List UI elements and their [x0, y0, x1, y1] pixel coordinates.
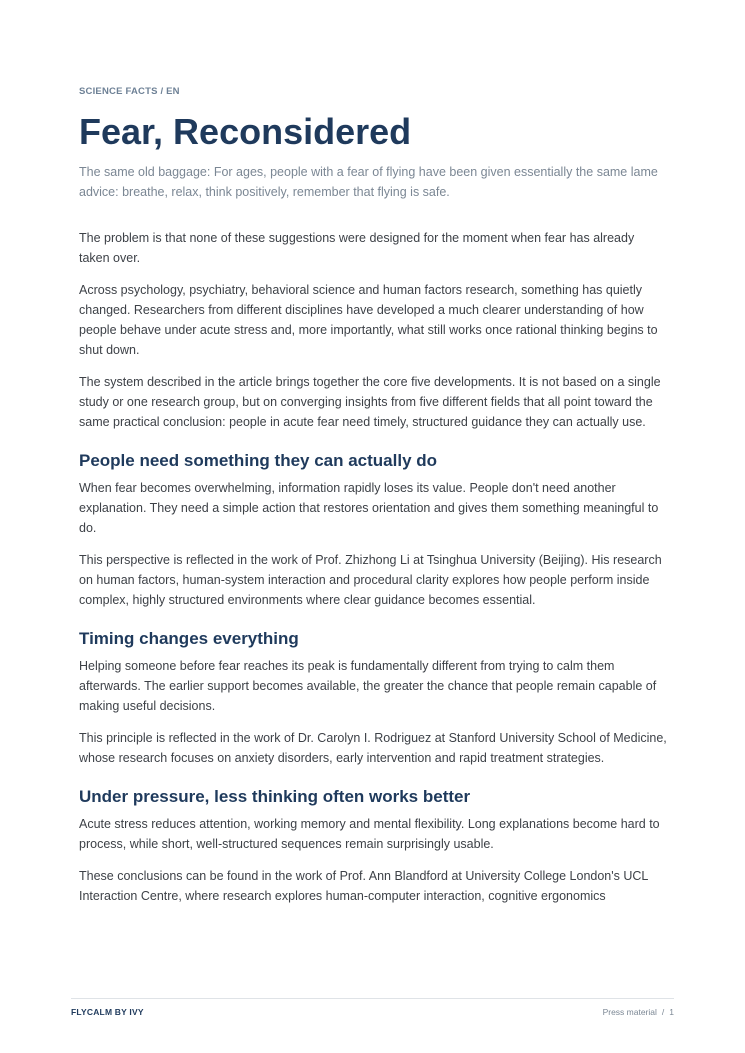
article-body [79, 228, 667, 918]
section-3-paragraph-1: Acute stress reduces attention, working memory and mental flexibility. Long explanations become hard to process, while short, well-structured sequences remain surprisingly usable. [79, 817, 660, 851]
page-title: Fear, Reconsidered [79, 111, 412, 152]
page-subtitle: The same old baggage: For ages, people with a fear of flying have been given essentially the same lame advice: breathe, relax, think positively, remember that flying is safe. [79, 165, 658, 199]
footer-page-info [603, 1007, 674, 1017]
section-2-paragraph-1: Helping someone before fear reaches its peak is fundamentally different from trying to calm them afterwards. The earlier support becomes available, the greater the chance that people remain capable of making useful decisions. [79, 659, 657, 713]
intro-paragraph-2: Across psychology, psychiatry, behavioral science and human factors research, something has quietly changed. Researchers from different disciplines have developed a much clearer understanding of how people behave under acute stress and, more importantly, what still works once rational thinking begins to shut down. [79, 283, 658, 357]
intro-paragraph-3: The system described in the article brings together the core five developments. It is not based on a single study or one research group, but on converging insights from five different fields that all point toward the same practical conclusion: people in acute fear need timely, structured guidance they can actually use. [79, 375, 661, 429]
section-heading-3: Under pressure, less thinking often works better [79, 787, 471, 806]
section-1-paragraph-1: When fear becomes overwhelming, information rapidly loses its value. People don't need another explanation. They need a simple action that restores orientation and gives them something meaningful to do. [79, 481, 659, 535]
footer-separator: / [661, 1007, 665, 1017]
page-number: 1 [669, 1007, 674, 1017]
intro-paragraph-1: The problem is that none of these suggestions were designed for the moment when fear has already taken over. [79, 231, 635, 265]
section-eyebrow: SCIENCE FACTS / EN [79, 86, 180, 97]
section-3-paragraph-2: These conclusions can be found in the work of Prof. Ann Blandford at University College London's UCL Interaction Centre, where research explores human-computer interaction, cognitive ergonomics [79, 869, 648, 903]
footer-divider [71, 998, 674, 999]
section-2-paragraph-2: This principle is reflected in the work of Dr. Carolyn I. Rodriguez at Stanford University School of Medicine, whose research focuses on anxiety disorders, early intervention and rapid treatment strategies. [79, 731, 667, 765]
section-heading-1: People need something they can actually do [79, 451, 438, 470]
footer-brand: FLYCALM BY IVY [71, 1007, 144, 1017]
section-heading-2: Timing changes everything [79, 629, 299, 648]
footer-label: Press material [602, 1007, 657, 1017]
section-1-paragraph-2: This perspective is reflected in the work of Prof. Zhizhong Li at Tsinghua University (Beijing). His research on human factors, human-system interaction and procedural clarity explores how people perform inside complex, highly structured environments where clear guidance becomes essential. [79, 553, 662, 607]
